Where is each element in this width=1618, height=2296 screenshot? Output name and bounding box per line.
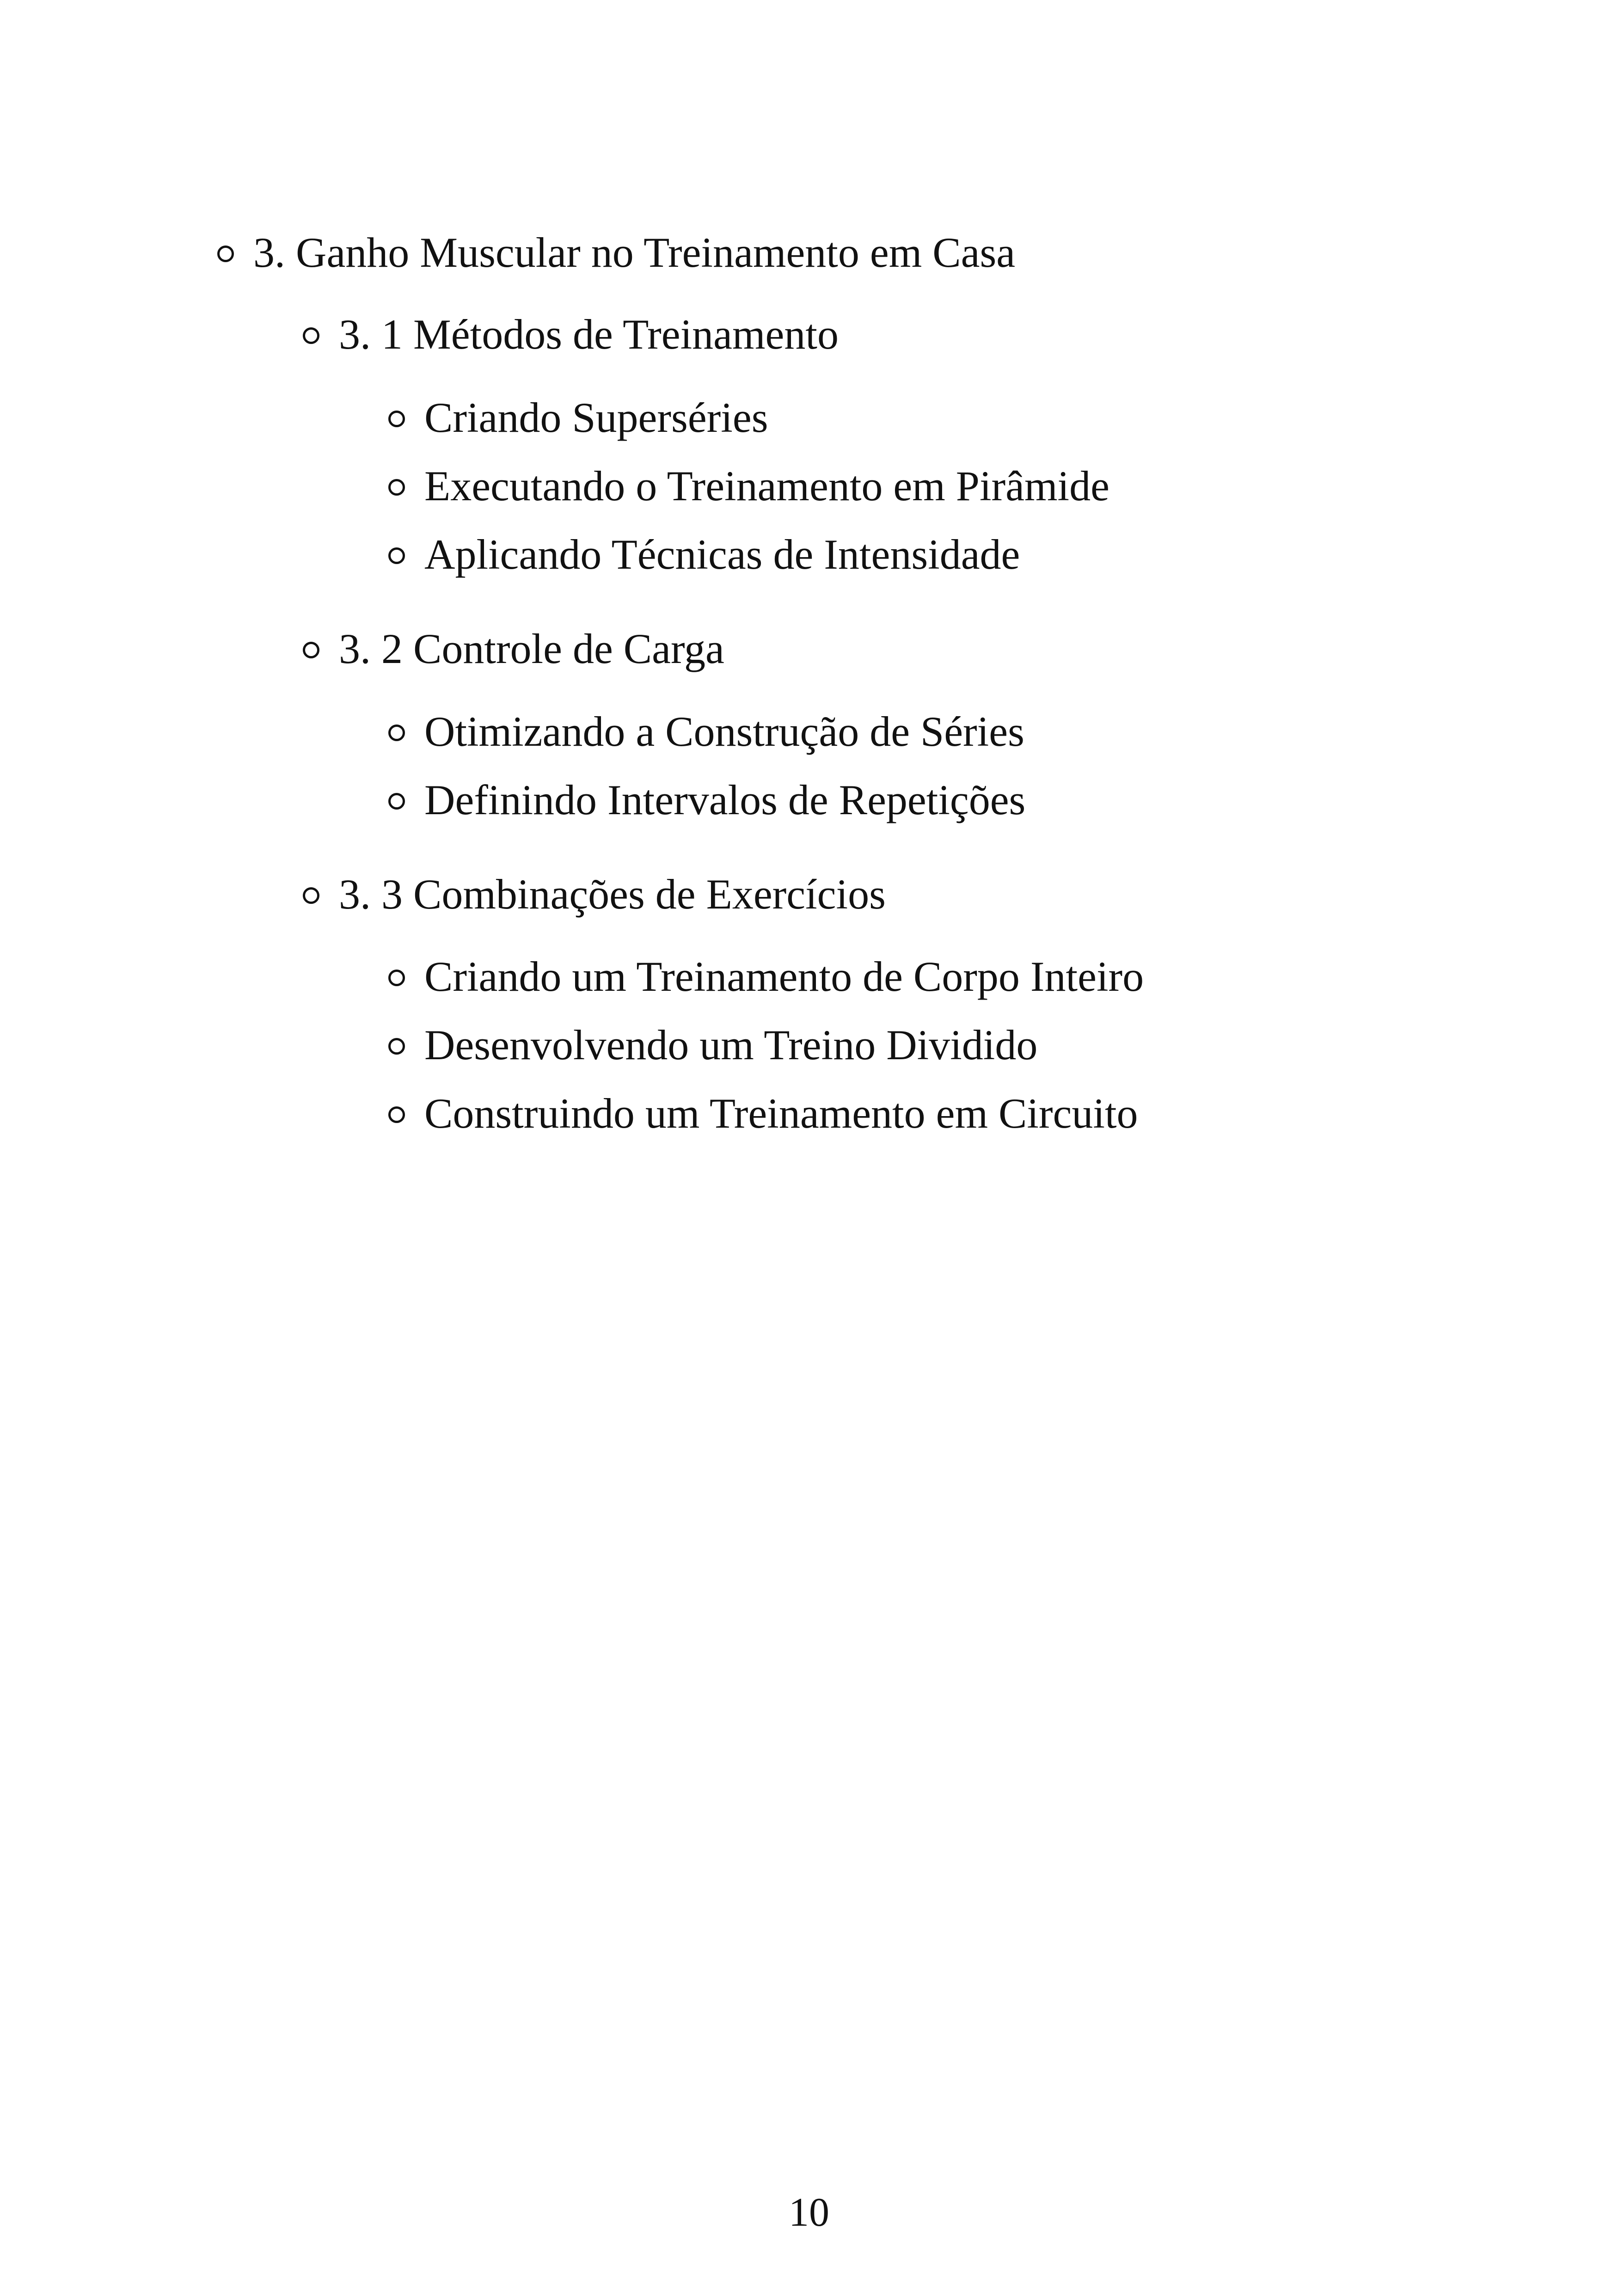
circle-bullet-icon xyxy=(388,411,405,427)
toc-section-3-2 xyxy=(303,627,724,670)
circle-bullet-icon xyxy=(303,642,319,658)
toc-item xyxy=(388,1092,1138,1135)
toc-item-title: Construindo um Treinamento em Circuito xyxy=(424,1090,1138,1137)
toc-item xyxy=(388,710,1024,753)
toc-chapter-title: 3. Ganho Muscular no Treinamento em Casa xyxy=(253,229,1016,276)
toc-item xyxy=(388,776,1026,823)
toc-section-title: 3. 2 Controle de Carga xyxy=(339,625,724,672)
toc-section-title: 3. 3 Combinações de Exercícios xyxy=(339,871,886,918)
toc-item xyxy=(388,396,768,439)
circle-bullet-icon xyxy=(217,246,234,262)
circle-bullet-icon xyxy=(303,887,319,904)
circle-bullet-icon xyxy=(303,327,319,344)
toc-item-title: Desenvolvendo um Treino Dividido xyxy=(424,1021,1038,1068)
toc-item xyxy=(388,1021,1038,1068)
toc-item-title: Criando um Treinamento de Corpo Inteiro xyxy=(424,953,1144,1000)
toc-section-3-1 xyxy=(303,313,839,356)
toc-item xyxy=(388,533,1020,576)
toc-item-title: Criando Superséries xyxy=(424,394,768,441)
circle-bullet-icon xyxy=(388,1106,405,1123)
toc-item-title: Definindo Intervalos de Repetições xyxy=(424,776,1026,823)
circle-bullet-icon xyxy=(388,547,405,564)
toc-item-title: Otimizando a Construção de Séries xyxy=(424,708,1024,755)
circle-bullet-icon xyxy=(388,1038,405,1055)
circle-bullet-icon xyxy=(388,724,405,741)
toc-item xyxy=(388,462,1109,510)
toc-chapter-3 xyxy=(217,231,1015,274)
page-number: 10 xyxy=(789,2190,829,2235)
circle-bullet-icon xyxy=(388,970,405,986)
toc-item xyxy=(388,955,1144,998)
toc-item-title: Executando o Treinamento em Pirâmide xyxy=(424,462,1109,510)
circle-bullet-icon xyxy=(388,793,405,810)
circle-bullet-icon xyxy=(388,479,405,496)
toc-item-title: Aplicando Técnicas de Intensidade xyxy=(424,531,1020,578)
toc-section-3-3 xyxy=(303,871,886,918)
toc-section-title: 3. 1 Métodos de Treinamento xyxy=(339,311,839,358)
